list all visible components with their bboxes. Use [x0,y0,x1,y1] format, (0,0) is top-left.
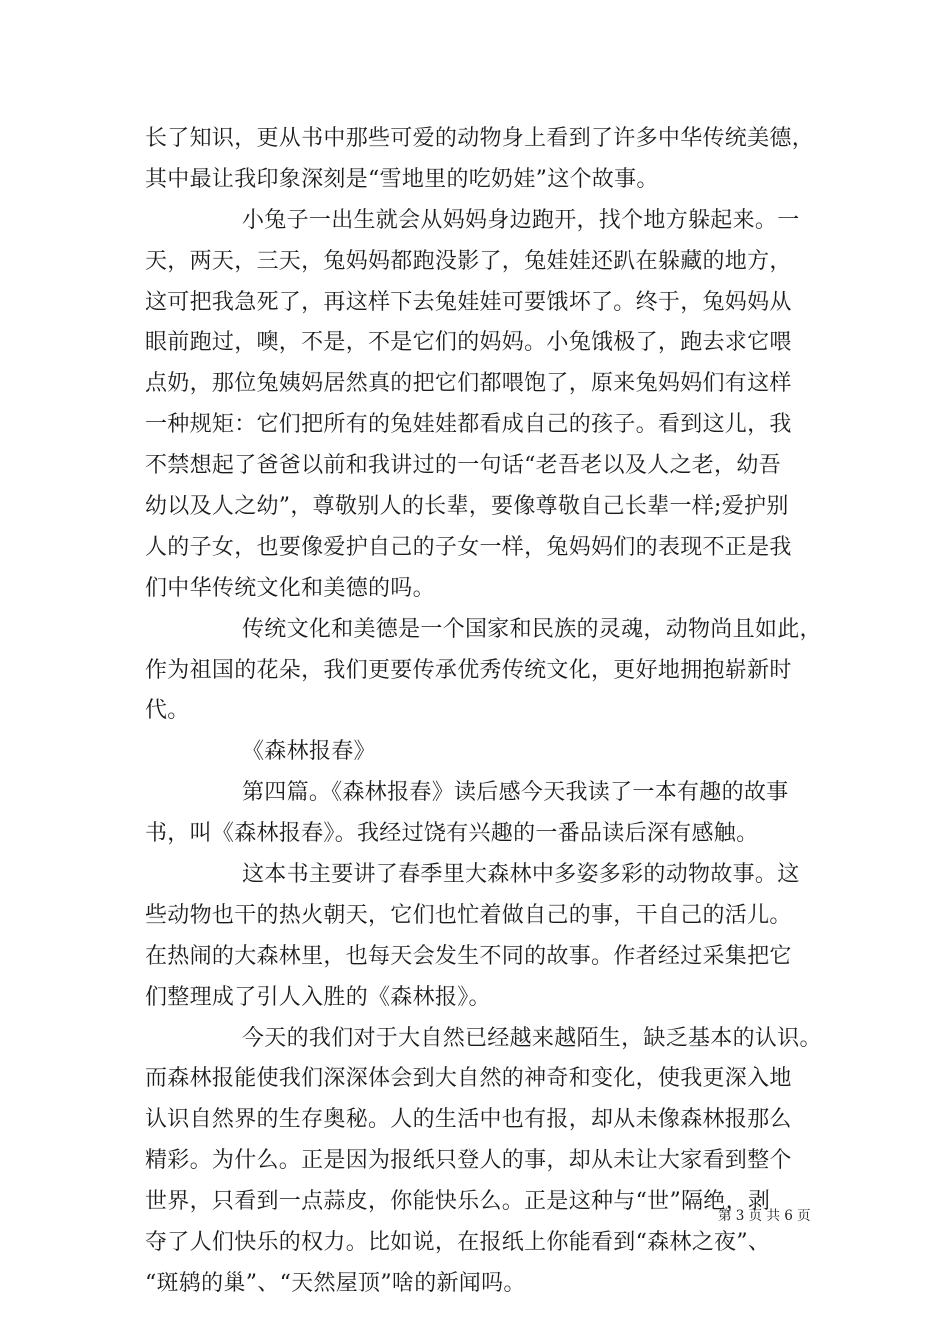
text-line: 不禁想起了爸爸以前和我讲过的一句话“老吾老以及人之老，幼吾 [145,453,781,479]
text-line: 精彩。为什么。正是因为报纸只登人的事，却从未让大家看到整个 [145,1148,792,1174]
text-line: 而森林报能使我们深深体会到大自然的神奇和变化，使我更深入地 [145,1066,792,1092]
text-line: 今天的我们对于大自然已经越来越陌生，缺乏基本的认识。 [242,1025,822,1051]
text-line: 代。 [145,698,190,724]
text-line: “斑鸫的巢”、“天然屋顶”啥的新闻吗。 [145,1270,526,1296]
text-line: 认识自然界的生存奥秘。人的生活中也有报，却从未像森林报那么 [145,1107,792,1133]
text-line: 夺了人们快乐的权力。比如说，在报纸上你能看到“森林之夜”、 [145,1230,771,1256]
text-line: 人的子女，也要像爱护自己的子女一样，兔妈妈们的表现不正是我 [145,534,792,560]
text-line: 小兔子一出生就会从妈妈身边跑开，找个地方躲起来。一 [242,207,800,233]
text-line: 《森林报春》 [242,739,376,765]
text-line: 书，叫《森林报春》。我经过饶有兴趣的一番品读后深有感触。 [145,821,759,847]
text-line: 一种规矩：它们把所有的兔娃娃都看成自己的孩子。看到这儿，我 [145,412,792,438]
text-line: 这本书主要讲了春季里大森林中多姿多彩的动物故事。这 [242,862,800,888]
text-line: 在热闹的大森林里，也每天会发生不同的故事。作者经过采集把它 [145,943,792,969]
text-line: 作为祖国的花朵，我们更要传承优秀传统文化，更好地拥抱崭新时 [145,657,792,683]
text-line: 天，两天，三天，兔妈妈都跑没影了，兔娃娃还趴在躲藏的地方， [145,248,792,274]
text-line: 点奶，那位兔姨妈居然真的把它们都喂饱了，原来兔妈妈们有这样 [145,371,792,397]
document-body [145,119,825,1305]
text-line: 世界，只看到一点蒜皮，你能快乐么。正是这种与“世”隔绝，剥 [145,1189,771,1215]
text-line: 眼前跑过，噢，不是，不是它们的妈妈。小兔饿极了，跑去求它喂 [145,330,792,356]
text-line: 们中华传统文化和美德的吗。 [145,575,435,601]
text-line: 幼以及人之幼”，尊敬别人的长辈，要像尊敬自己长辈一样;爱护别 [145,494,789,520]
text-line: 第四篇。《森林报春》读后感今天我读了一本有趣的故事 [242,780,789,806]
text-line: 们整理成了引人入胜的《森林报》。 [145,984,491,1010]
page-number-footer: 第 3 页 共 6 页 [718,1208,811,1224]
text-line: 这可把我急死了，再这样下去兔娃娃可要饿坏了。终于，兔妈妈从 [145,289,792,315]
text-line: 长了知识，更从书中那些可爱的动物身上看到了许多中华传统美德， [145,126,815,151]
text-line: 些动物也干的热火朝天，它们也忙着做自己的事，干自己的活儿。 [145,902,792,928]
text-line: 其中最让我印象深刻是“雪地里的吃奶娃”这个故事。 [145,166,659,192]
text-line: 传统文化和美德是一个国家和民族的灵魂，动物尚且如此， [242,616,822,642]
